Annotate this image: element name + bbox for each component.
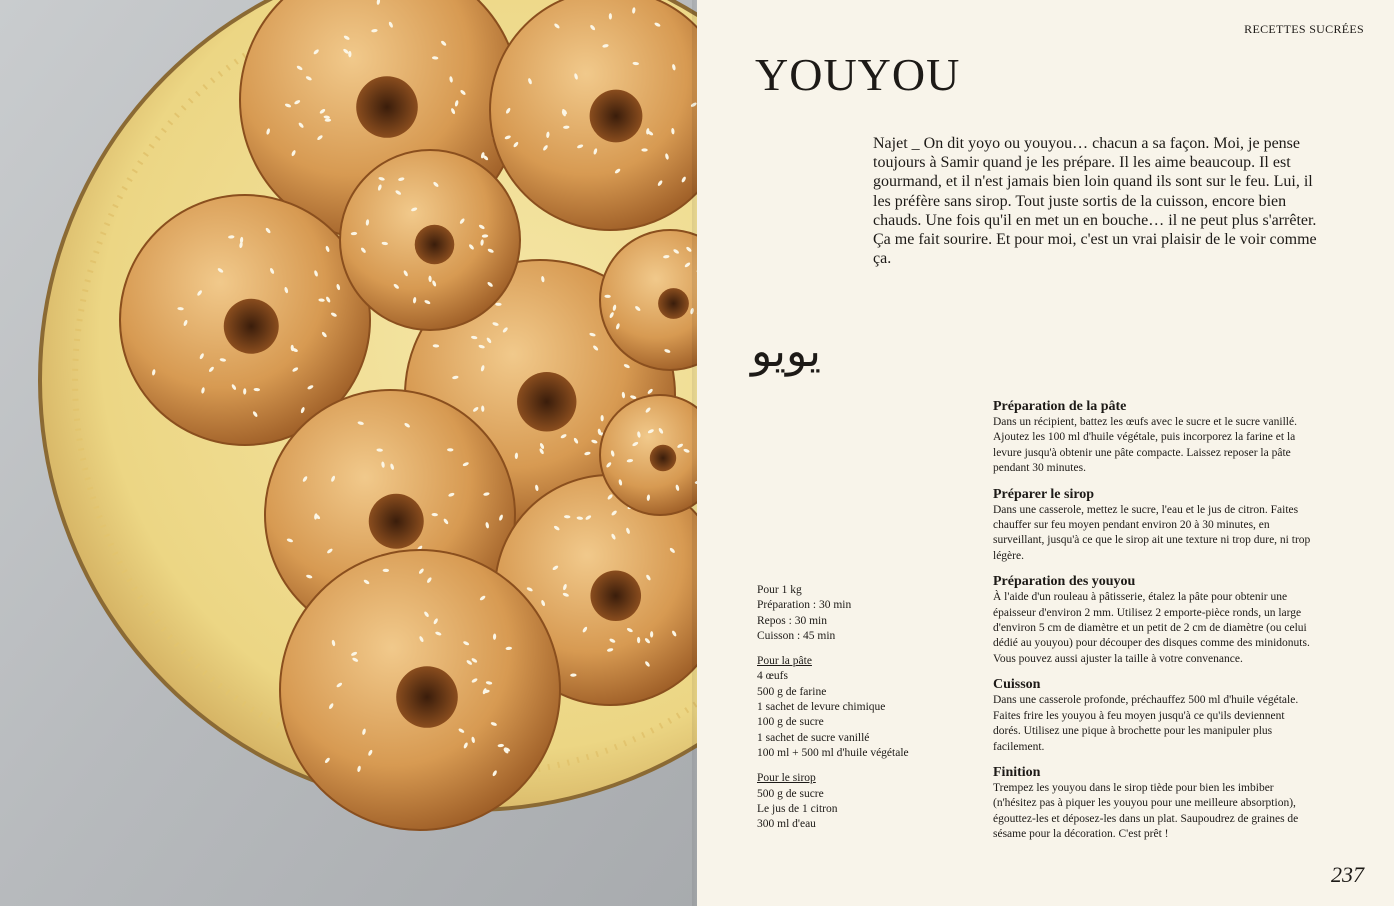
recipe-title: YOUYOU: [755, 49, 961, 100]
step-text: Dans une casserole, mettez le sucre, l'eau et le jus de citron. Faites chauffer sur feu moyen pendant environ 20 à 30 minutes, en surveillant, jusqu'à ce que le sirop ait une texture ni trop dure, ni trop légère.: [993, 503, 1311, 562]
donut-hole: [369, 494, 424, 549]
step-text: Trempez les youyou dans le sirop tiède pour bien les imbiber (n'hésitez pas à piquer les youyou pour une meilleure absorption), égouttez-les et déposez-les dans un plat. Saupoudrez de graines de sésame pour la décoration. C'est prêt !: [993, 781, 1299, 841]
step-text: Dans un récipient, battez les œufs avec le sucre et le sucre vanillé. Ajoutez les 100 ml d'huile végétale, puis incorporez la farine et la levure jusqu'à obtenir une pâte compacte. Laissez reposer la pâte pendant 30 minutes.: [993, 416, 1297, 475]
meta-line: Préparation : 30 min: [757, 599, 852, 612]
sesame-seed: [348, 51, 351, 57]
ingredients-list: [757, 583, 957, 842]
ingredient-group-title: Pour la pâte: [757, 655, 812, 668]
step-title: Préparation des youyou: [993, 574, 1136, 590]
arabic-title: يويو: [751, 327, 821, 376]
ingredient-item: Le jus de 1 citron: [757, 802, 838, 815]
ingredients-meta: [757, 583, 957, 644]
ingredient-item: 4 œufs: [757, 670, 788, 683]
step-title: Finition: [993, 764, 1041, 780]
donut-hole: [396, 666, 458, 728]
ingredient-group-title: Pour le sirop: [757, 772, 816, 785]
ingredient-item: 500 g de farine: [757, 685, 827, 698]
step-preparation-pate: [993, 398, 1313, 477]
meta-line: Cuisson : 45 min: [757, 629, 836, 642]
ingredient-item: 1 sachet de sucre vanillé: [757, 731, 870, 744]
sesame-seed: [609, 13, 612, 19]
ingredient-item: 500 g de sucre: [757, 787, 824, 800]
step-title: Préparation de la pâte: [993, 399, 1127, 414]
ingredient-item: 100 ml + 500 ml d'huile végétale: [757, 746, 909, 759]
step-preparer-sirop: [993, 486, 1313, 565]
ingredient-item: 100 g de sucre: [757, 716, 824, 729]
page-number: 237: [1331, 862, 1364, 887]
section-label: RECETTES SUCRÉES: [1244, 22, 1364, 36]
donut-hole: [224, 299, 279, 354]
donut-hole: [415, 225, 455, 265]
step-text: Dans une casserole profonde, préchauffez 500 ml d'huile végétale. Faites frire les youyou à feu moyen jusqu'à ce qu'ils deviennent dorés. Utilisez une pique à brochette pour les manipuler plus facilement.: [993, 694, 1299, 753]
sesame-seed: [641, 148, 647, 151]
ingredient-group-sirop: [757, 771, 957, 832]
step-title: Cuisson: [993, 677, 1041, 693]
donut-hole: [590, 90, 643, 143]
meta-line: Repos : 30 min: [757, 614, 827, 627]
recipe-intro: Najet _ On dit yoyo ou youyou… chacun a sa façon. Moi, je pense toujours à Samir quand je les prépare. Il les aime beaucoup. Il est gourmand, et il n'est jamais bien loin quand ils sont sur le feu. Lui, il les préfère sans sirop. Tout juste sortis de la cuisson, encore bien chauds. Une fois qu'il en met un en bouche… il ne peut plus s'arrêter. Ça me fait sourire. Et pour moi, c'est un vrai plaisir de le voir comme ça.: [873, 135, 1317, 268]
donut-hole: [658, 288, 689, 319]
recipe-page: [697, 0, 1394, 906]
step-text: À l'aide d'un rouleau à pâtisserie, étalez la pâte pour obtenir une épaisseur d'environ 2 mm. Utilisez 2 emporte-pièce ronds, un large d'environ 5 cm de diamètre et un petit de 2 cm de diamètre (ou celui dédié au youyou) pour découper des disques comme des minidonuts. Vous pouvez aussi ajuster la taille à votre convenance.: [993, 591, 1310, 665]
donut-hole: [650, 445, 676, 471]
donut-hole: [356, 76, 418, 138]
step-preparation-youyou: [993, 573, 1313, 667]
ingredient-item: 300 ml d'eau: [757, 818, 816, 831]
donut-hole: [517, 372, 576, 431]
ingredient-item: 1 sachet de levure chimique: [757, 701, 886, 714]
donut-hole: [590, 570, 641, 621]
step-finition: [993, 764, 1313, 843]
preparation-steps: [993, 398, 1313, 852]
ingredient-group-pate: [757, 654, 957, 761]
step-cuisson: [993, 676, 1313, 755]
step-title: Préparer le sirop: [993, 486, 1095, 502]
meta-line: Pour 1 kg: [757, 584, 802, 596]
